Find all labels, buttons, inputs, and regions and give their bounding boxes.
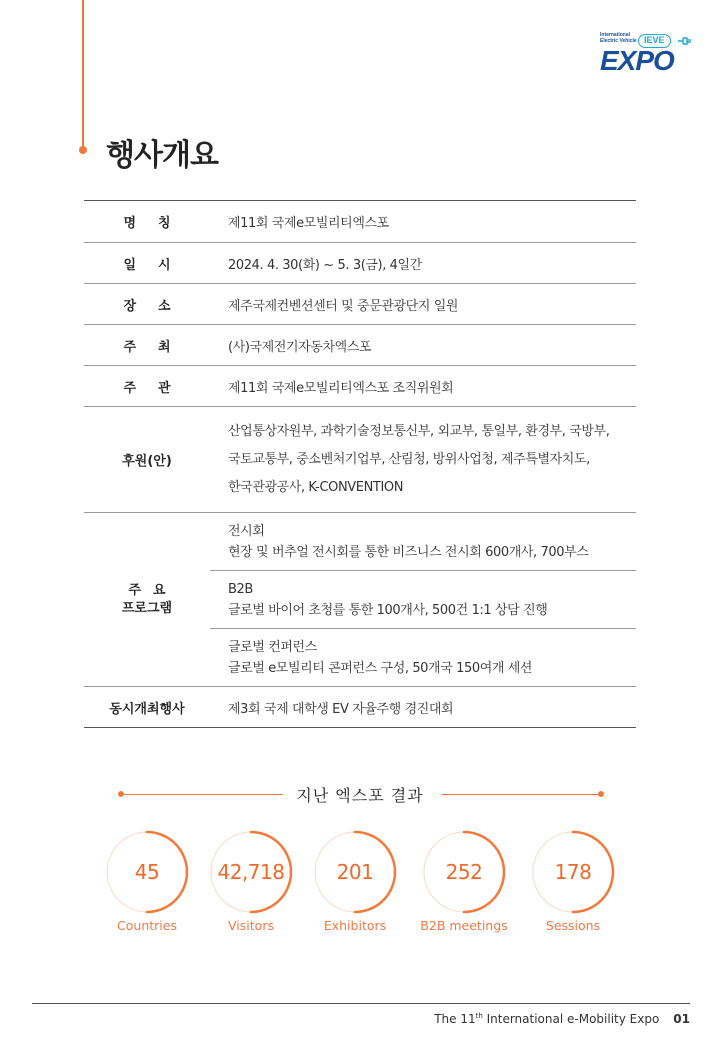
name-value: 제11회 국제e모빌리티엑스포 <box>228 216 389 231</box>
page-footer <box>434 1012 690 1026</box>
footer-sup: th <box>475 1012 483 1020</box>
stat-value: 178 <box>554 860 592 884</box>
program-desc: 글로벌 e모빌리티 콘퍼런스 구성, 50개국 150여개 세션 <box>228 661 533 676</box>
stat-visitors <box>209 830 293 933</box>
footer-prefix: The 11 <box>434 1012 476 1026</box>
sponsor-line: 산업통상자원부, 과학기술정보통신부, 외교부, 통일부, 환경부, 국방부, <box>228 423 610 439</box>
table-row <box>84 324 636 365</box>
stat-label: B2B meetings <box>420 918 508 933</box>
program-desc: 글로벌 바이어 초청를 통한 100개사, 500건 1:1 상담 진행 <box>228 603 548 618</box>
concurrent-value: 제3회 국제 대학생 EV 자율주행 경진대회 <box>228 701 454 717</box>
footer-title: International e-Mobility Expo <box>482 1012 660 1026</box>
table-row <box>84 406 636 512</box>
table-row <box>84 283 636 324</box>
venue-value: 제주국제컨벤션센터 및 중문관광단지 일원 <box>228 298 459 314</box>
stat-label: Sessions <box>545 918 601 933</box>
concurrent-label: 동시개최행사 <box>109 701 185 717</box>
table-row <box>84 512 636 686</box>
logo-line-2: Electric Vehicle <box>600 38 637 44</box>
date-value: 2024. 4. 30(화) ~ 5. 3(금), 4일간 <box>228 257 422 273</box>
accent-dot <box>79 146 87 154</box>
name-label: 명칭 <box>123 216 193 231</box>
results-title: 지난 엑스포 결과 <box>296 786 424 805</box>
stat-b2b-meetings <box>420 830 508 933</box>
stat-exhibitors <box>313 830 397 933</box>
programs-label: 주요 프로그램 <box>121 582 178 616</box>
organizer-label: 주관 <box>123 380 193 396</box>
stat-label: Countries <box>117 918 177 933</box>
host-label: 주최 <box>123 339 193 355</box>
page-number: 01 <box>673 1012 690 1026</box>
table-row <box>84 365 636 406</box>
program-item <box>210 628 636 686</box>
stat-value: 42,718 <box>217 860 285 884</box>
program-desc: 현장 및 버추얼 전시회를 통한 비즈니스 전시회 600개사, 700부스 <box>228 545 589 560</box>
sponsor-label: 후원(안) <box>122 454 172 469</box>
overview-table <box>84 200 636 728</box>
footer-divider <box>32 1003 690 1004</box>
venue-label: 장소 <box>123 298 193 314</box>
plug-icon <box>678 36 692 46</box>
table-row <box>84 242 636 283</box>
program-item <box>210 570 636 628</box>
stat-sessions <box>531 830 615 933</box>
organizer-value: 제11회 국제e모빌리티엑스포 조직위원회 <box>228 380 454 396</box>
host-value: (사)국제전기자동차엑스포 <box>228 339 372 355</box>
sponsor-line: 한국관광공사, K-CONVENTION <box>228 479 404 495</box>
sponsor-value <box>210 407 636 512</box>
stat-countries <box>105 830 189 933</box>
ieve-expo-logo <box>598 30 694 80</box>
program-item <box>210 513 636 570</box>
results-dot-right <box>598 791 604 797</box>
logo-badge: IEVE <box>638 34 671 48</box>
stat-label: Visitors <box>228 918 274 933</box>
program-title: 전시회 <box>228 524 265 539</box>
accent-vertical-line <box>82 0 84 146</box>
logo-line-1: International <box>600 32 631 38</box>
logo-wordmark: EXPO <box>600 45 674 76</box>
sponsor-line: 국토교통부, 중소벤처기업부, 산림청, 방위사업청, 제주특별자치도, <box>228 451 590 467</box>
table-row <box>84 201 636 242</box>
results-divider-right <box>442 794 601 795</box>
date-label: 일시 <box>123 257 193 273</box>
stat-label: Exhibitors <box>323 918 387 933</box>
stat-value: 45 <box>134 860 160 884</box>
table-row <box>84 686 636 727</box>
program-title: 글로벌 컨퍼런스 <box>228 640 317 655</box>
page-title: 행사개요 <box>106 138 218 173</box>
programs-list <box>210 513 636 686</box>
stat-value: 252 <box>445 860 483 884</box>
stat-value: 201 <box>336 860 374 884</box>
program-title: B2B <box>228 582 253 597</box>
